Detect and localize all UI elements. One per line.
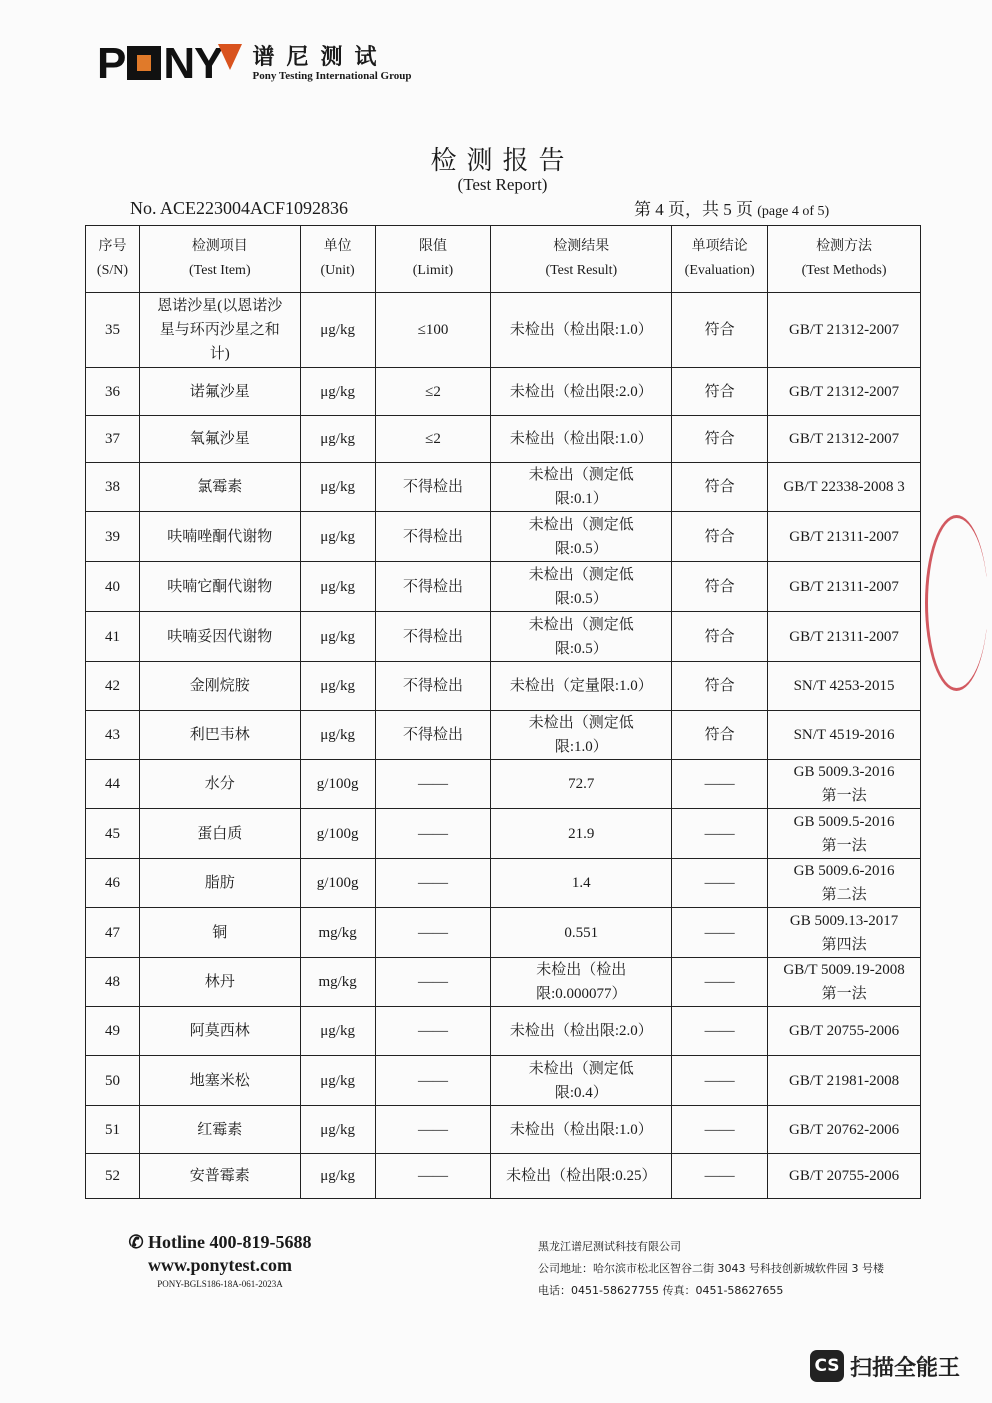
table-cell: —— [672, 760, 768, 809]
table-cell: μg/kg [300, 1056, 375, 1106]
table-cell: 地塞米松 [139, 1056, 300, 1106]
table-row [86, 711, 921, 760]
table-row [86, 662, 921, 711]
table-cell: 未检出（定量限:1.0） [491, 662, 672, 711]
table-cell: 未检出（检出限:1.0） [491, 1106, 672, 1154]
table-cell: GB/T 20755-2006 [768, 1154, 921, 1199]
table-cell: —— [375, 1056, 491, 1106]
table-cell: GB/T 21312-2007 [768, 368, 921, 416]
table-row [86, 293, 921, 368]
table-cell: 43 [86, 711, 140, 760]
table-cell: 未检出（检出限:0.25） [491, 1154, 672, 1199]
table-cell: —— [375, 1007, 491, 1056]
table-cell: g/100g [300, 809, 375, 859]
table-cell: 1.4 [491, 859, 672, 908]
table-cell: 未检出（测定低 限:0.5） [491, 562, 672, 612]
table-cell: 恩诺沙星(以恩诺沙 星与环丙沙星之和 计) [139, 293, 300, 368]
table-cell: GB/T 20762-2006 [768, 1106, 921, 1154]
table-cell: 未检出（检出限:2.0） [491, 1007, 672, 1056]
table-row [86, 416, 921, 463]
page-number-cn: 第 4 页，共 5 页 [634, 200, 753, 219]
table-row [86, 1106, 921, 1154]
table-cell: 不得检出 [375, 662, 491, 711]
table-cell: 利巴韦林 [139, 711, 300, 760]
table-cell: μg/kg [300, 1007, 375, 1056]
logo-wordmark: P NY [97, 42, 242, 86]
table-cell: μg/kg [300, 463, 375, 512]
table-cell: —— [375, 1154, 491, 1199]
table-cell: g/100g [300, 859, 375, 908]
table-cell: 符合 [672, 416, 768, 463]
table-cell: SN/T 4519-2016 [768, 711, 921, 760]
table-cell: μg/kg [300, 711, 375, 760]
column-header: 检测结果 (Test Result) [491, 226, 672, 293]
footer-contact [120, 1232, 320, 1289]
camscanner-label: 扫描全能王 [850, 1355, 961, 1381]
page-number [634, 195, 829, 220]
table-cell: 40 [86, 562, 140, 612]
column-header: 序号 (S/N) [86, 226, 140, 293]
table-cell: 38 [86, 463, 140, 512]
table-cell: 50 [86, 1056, 140, 1106]
table-cell: ≤100 [375, 293, 491, 368]
table-cell: —— [672, 1106, 768, 1154]
table-row [86, 612, 921, 662]
table-row [86, 908, 921, 958]
footer-company [538, 1236, 884, 1302]
table-row [86, 1056, 921, 1106]
table-cell: 脂肪 [139, 859, 300, 908]
table-cell: —— [375, 809, 491, 859]
table-cell: GB/T 21312-2007 [768, 293, 921, 368]
camscanner-icon: CS [810, 1350, 844, 1382]
table-cell: 72.7 [491, 760, 672, 809]
table-cell: 铜 [139, 908, 300, 958]
table-cell: μg/kg [300, 612, 375, 662]
table-cell: GB 5009.6-2016 第二法 [768, 859, 921, 908]
table-cell: g/100g [300, 760, 375, 809]
column-header: 检测方法 (Test Methods) [768, 226, 921, 293]
table-cell: —— [672, 1154, 768, 1199]
table-cell: 39 [86, 512, 140, 562]
table-cell: 未检出（检出限:1.0） [491, 293, 672, 368]
table-cell: 红霉素 [139, 1106, 300, 1154]
table-row [86, 809, 921, 859]
table-cell: 45 [86, 809, 140, 859]
table-cell: 未检出（检出限:1.0） [491, 416, 672, 463]
table-cell: 不得检出 [375, 512, 491, 562]
table-cell: 呋喃妥因代谢物 [139, 612, 300, 662]
report-subtitle: (Test Report) [457, 175, 548, 194]
table-cell: ≤2 [375, 368, 491, 416]
table-cell: —— [375, 1106, 491, 1154]
table-cell: GB 5009.13-2017 第四法 [768, 908, 921, 958]
table-cell: 未检出（测定低 限:0.5） [491, 612, 672, 662]
table-cell: 林丹 [139, 958, 300, 1007]
table-cell: 48 [86, 958, 140, 1007]
table-cell: 49 [86, 1007, 140, 1056]
table-cell: 诺氟沙星 [139, 368, 300, 416]
company-address: 公司地址：哈尔滨市松北区智谷二街 3043 号科技创新城软件园 3 号楼 [538, 1262, 884, 1275]
table-row [86, 760, 921, 809]
report-title: 检测报告 [430, 146, 575, 176]
table-cell: 35 [86, 293, 140, 368]
table-cell: μg/kg [300, 562, 375, 612]
table-cell: 符合 [672, 512, 768, 562]
column-header: 限值 (Limit) [375, 226, 491, 293]
pony-logo [97, 39, 412, 88]
company-phone: 电话：0451-58627755 传真：0451-58627655 [538, 1284, 784, 1297]
table-cell: μg/kg [300, 662, 375, 711]
column-header: 单位 (Unit) [300, 226, 375, 293]
table-cell: —— [672, 809, 768, 859]
table-cell: 呋喃唑酮代谢物 [139, 512, 300, 562]
table-cell: 52 [86, 1154, 140, 1199]
table-cell: 符合 [672, 562, 768, 612]
table-row [86, 463, 921, 512]
table-cell: GB/T 21981-2008 [768, 1056, 921, 1106]
table-cell: μg/kg [300, 512, 375, 562]
table-row [86, 368, 921, 416]
results-table [85, 225, 921, 1199]
table-cell: —— [672, 908, 768, 958]
table-cell: —— [375, 908, 491, 958]
table-cell: GB/T 21311-2007 [768, 562, 921, 612]
table-cell: 36 [86, 368, 140, 416]
table-cell: ≤2 [375, 416, 491, 463]
table-cell: 41 [86, 612, 140, 662]
table-cell: 安普霉素 [139, 1154, 300, 1199]
camscanner-watermark [810, 1350, 960, 1382]
table-cell: 不得检出 [375, 463, 491, 512]
table-cell: GB/T 5009.19-2008 第一法 [768, 958, 921, 1007]
table-cell: —— [375, 859, 491, 908]
table-cell: 符合 [672, 463, 768, 512]
table-row [86, 562, 921, 612]
table-cell: 金刚烷胺 [139, 662, 300, 711]
table-cell: GB 5009.3-2016 第一法 [768, 760, 921, 809]
table-row [86, 1007, 921, 1056]
table-cell: mg/kg [300, 958, 375, 1007]
table-row [86, 512, 921, 562]
table-cell: 氯霉素 [139, 463, 300, 512]
table-row [86, 859, 921, 908]
table-cell: 阿莫西林 [139, 1007, 300, 1056]
column-header: 单项结论 (Evaluation) [672, 226, 768, 293]
table-cell: 符合 [672, 711, 768, 760]
hotline: ✆ Hotline 400-819-5688 [128, 1232, 312, 1252]
table-cell: 不得检出 [375, 562, 491, 612]
logo-en-name: Pony Testing International Group [252, 70, 412, 83]
table-cell: 37 [86, 416, 140, 463]
table-row [86, 958, 921, 1007]
table-cell: 符合 [672, 293, 768, 368]
table-cell: 42 [86, 662, 140, 711]
website-link: www.ponytest.com [148, 1255, 292, 1275]
table-cell: GB/T 21312-2007 [768, 416, 921, 463]
table-cell: —— [672, 1007, 768, 1056]
table-cell: μg/kg [300, 368, 375, 416]
table-cell: mg/kg [300, 908, 375, 958]
table-cell: 21.9 [491, 809, 672, 859]
table-cell: 符合 [672, 612, 768, 662]
table-cell: 不得检出 [375, 612, 491, 662]
table-cell: GB 5009.5-2016 第一法 [768, 809, 921, 859]
logo-cn-name: 谱尼测试 [252, 44, 389, 70]
table-cell: 51 [86, 1106, 140, 1154]
table-cell: 46 [86, 859, 140, 908]
table-cell: 未检出（检出 限:0.000077） [491, 958, 672, 1007]
table-cell: SN/T 4253-2015 [768, 662, 921, 711]
table-cell: 47 [86, 908, 140, 958]
table-cell: 不得检出 [375, 711, 491, 760]
table-cell: —— [672, 958, 768, 1007]
table-cell: —— [375, 760, 491, 809]
form-code: PONY-BGLS186-18A-061-2023A [157, 1279, 283, 1289]
table-cell: 未检出（测定低 限:1.0） [491, 711, 672, 760]
table-cell: μg/kg [300, 416, 375, 463]
company-name: 黑龙江谱尼测试科技有限公司 [538, 1240, 681, 1253]
table-cell: —— [672, 859, 768, 908]
table-cell: GB/T 20755-2006 [768, 1007, 921, 1056]
table-cell: 水分 [139, 760, 300, 809]
table-cell: μg/kg [300, 1154, 375, 1199]
table-cell: —— [672, 1056, 768, 1106]
table-cell: μg/kg [300, 1106, 375, 1154]
table-cell: 符合 [672, 368, 768, 416]
table-cell: μg/kg [300, 293, 375, 368]
company-seal [925, 515, 988, 691]
table-cell: —— [375, 958, 491, 1007]
table-cell: GB/T 21311-2007 [768, 612, 921, 662]
table-cell: 未检出（检出限:2.0） [491, 368, 672, 416]
table-row [86, 1154, 921, 1199]
table-cell: 符合 [672, 662, 768, 711]
table-cell: GB/T 21311-2007 [768, 512, 921, 562]
column-header: 检测项目 (Test Item) [139, 226, 300, 293]
page-number-en: (page 4 of 5) [757, 204, 830, 219]
table-cell: 蛋白质 [139, 809, 300, 859]
table-cell: 氧氟沙星 [139, 416, 300, 463]
table-cell: 未检出（测定低 限:0.1） [491, 463, 672, 512]
table-cell: 未检出（测定低 限:0.5） [491, 512, 672, 562]
table-cell: 呋喃它酮代谢物 [139, 562, 300, 612]
table-cell: GB/T 22338-2008 3 [768, 463, 921, 512]
table-cell: 0.551 [491, 908, 672, 958]
report-number: No. ACE223004ACF1092836 [130, 198, 349, 218]
table-cell: 44 [86, 760, 140, 809]
table-cell: 未检出（测定低 限:0.4） [491, 1056, 672, 1106]
